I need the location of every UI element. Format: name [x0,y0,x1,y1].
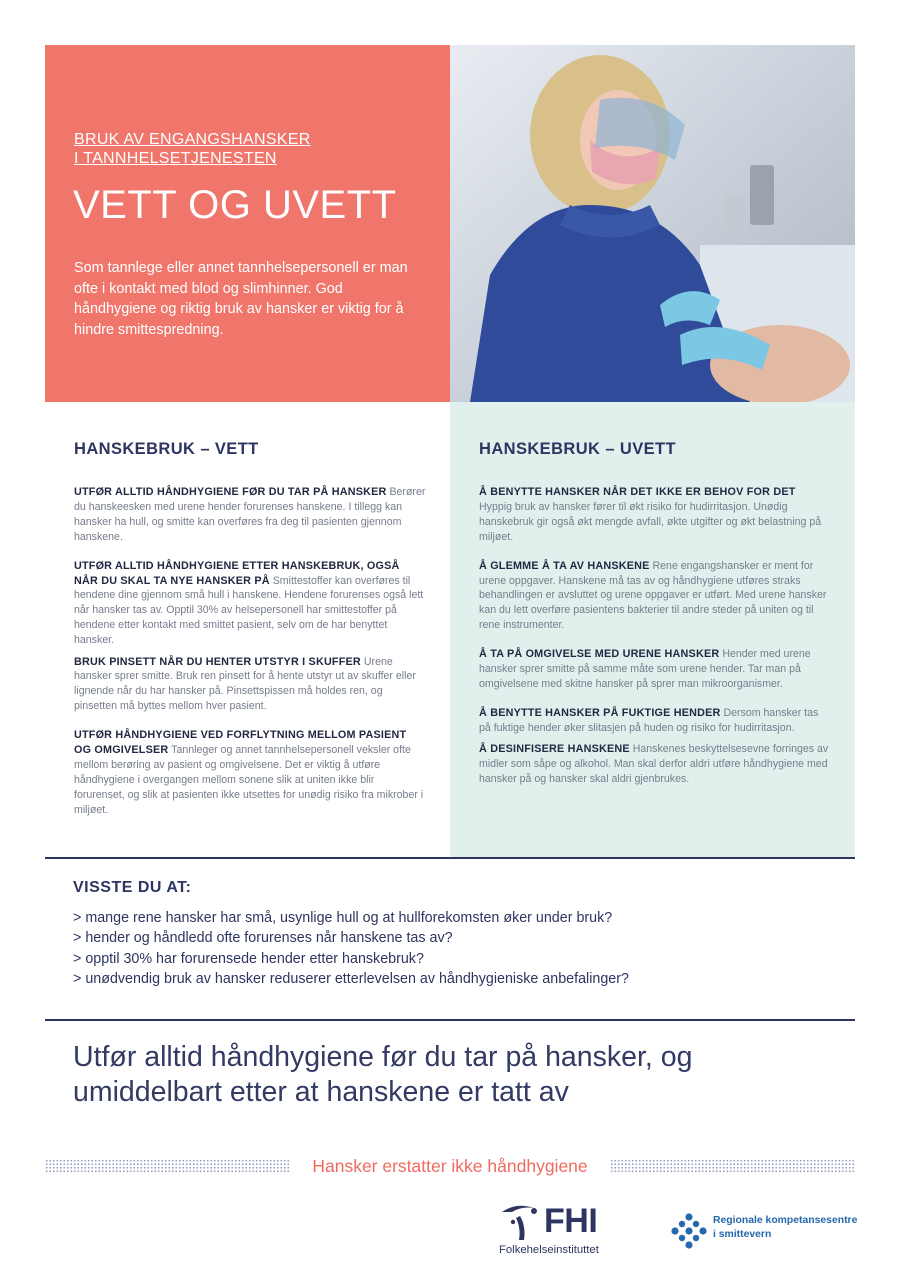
vett-item-text: Berører du hanskeesken med urene hender forurenses hanskene. I tillegg kan hansker ha hull, og smitte kan overføres fra deg til pasienten gjennom hanskene. [74,486,426,543]
fhi-emblem-icon [498,1202,544,1242]
uvett-item [479,559,831,634]
dentist-illustration [450,45,855,402]
subtitle-line-2: I TANNHELSETJENESTEN [74,150,277,167]
vett-item [74,559,426,648]
rks-dots-icon [670,1212,708,1250]
vett-item [74,728,426,817]
fact-item: > unødvendig bruk av hansker reduserer etterlevelsen av håndhygieniske anbefalinger? [73,971,629,988]
banner-text: Hansker erstatter ikke håndhygiene [312,1156,588,1176]
fhi-logo [498,1200,623,1262]
vett-item-title: UTFØR ALLTID HÅNDHYGIENE ETTER HANSKEBRUK, OGSÅ NÅR DU SKAL TA NYE HANSKER PÅ [74,559,400,587]
uvett-item-text: Hender med urene hansker sprer smitte på samme måte som urene hender. Tar man på omgivelsene med skitne hansker på sprer man mikroorganismer. [479,648,811,690]
uvett-item [479,485,831,545]
vett-item-title: UTFØR HÅNDHYGIENE VED FORFLYTNING MELLOM PASIENT OG OMGIVELSER [74,729,407,757]
facts-heading: VISSTE DU AT: [73,879,192,896]
dentist-photo [450,45,855,402]
vett-item-title: UTFØR ALLTID HÅNDHYGIENE FØR DU TAR PÅ HANSKER [74,486,387,498]
rks-name [713,1214,857,1241]
banner [45,1156,855,1176]
fhi-wordmark: FHI [544,1202,598,1240]
vett-item-title: BRUK PINSETT NÅR DU HENTER UTSTYR I SKUFFER [74,655,361,668]
fact-item: > mange rene hansker har små, usynlige hull og at hullforekomsten øker under bruk? [73,910,613,926]
facts-list [73,908,629,990]
page-title: VETT OG UVETT [73,183,397,227]
fact-item: > opptil 30% har forurensede hender etter hanskebruk? [73,950,424,967]
subtitle [74,130,311,168]
uvett-item-text: Hyppig bruk av hansker fører til økt risiko for hudirritasjon. Unødig hanskebruk gir også økt mengde avfall, økte utgifter og økt belastning på miljøet. [479,500,822,543]
hero-panel [45,45,450,402]
rks-name-line-1: Regionale kompetansesentre [713,1215,858,1226]
uvett-item [479,647,831,692]
vett-heading: HANSKEBRUK – VETT [74,440,259,458]
vett-item [74,655,426,715]
vett-item [74,485,426,545]
uvett-item-title: Å GLEMME Å TA AV HANSKENE [479,559,650,572]
uvett-column [450,402,855,858]
uvett-heading: HANSKEBRUK – UVETT [479,440,676,458]
vett-column [45,402,450,858]
uvett-item-text: Hanskenes beskyttelsesevne forringes av midler som såpe og alkohol. Man skal derfor aldri utføre håndhygiene med hansker på og hansker skal aldri gjenbrukes. [479,743,829,785]
divider-bottom [45,1019,855,1021]
uvett-item-title: Å DESINFISERE HANSKENE [479,743,630,756]
key-statement: Utfør alltid håndhygiene før du tar på hansker, og umiddelbart etter at hanskene er tatt av [73,1041,693,1108]
uvett-item-text: Dersom hansker tas på fuktige hender øker slitasjen på huden og risiko for hudirritasjon. [479,706,819,734]
facts-section [73,879,629,990]
rks-name-line-2: i smittevern [713,1228,772,1240]
uvett-item-title: Å TA PÅ OMGIVELSE MED URENE HANSKER [479,648,720,661]
divider-top [45,857,855,859]
uvett-item [479,706,831,736]
uvett-item-title: Å BENYTTE HANSKER NÅR DET IKKE ER BEHOV FOR DET [479,486,796,498]
uvett-list [479,485,831,793]
vett-list [74,485,426,824]
uvett-item-text: Rene engangshansker er ment for urene oppgaver. Hanskene må tas av og håndhygiene utføres straks behandlingen er avsluttet og urene oppgaver er utført. Med urene hansker kan du lett overføre pasientens bakterier til andre steder på uniten og til rene instrumenter. [479,559,827,632]
uvett-item [479,742,831,787]
uvett-item-title: Å BENYTTE HANSKER PÅ FUKTIGE HENDER [479,706,721,719]
subtitle-line-1: BRUK AV ENGANGSHANSKER [74,131,311,148]
vett-item-text: Tannleger og annet tannhelsepersonell veksler ofte mellom berøring av pasient og omgivelsene. Det er viktig å utføre håndhygiene i overgangen mellom sonene slik at uniten ikke blir forurenset, og slik at pasienten ikke utsettes for unødig risiko fra mikrober i miljøet. [74,744,424,816]
intro-text: Som tannlege eller annet tannhelsepersonell er man ofte i kontakt med blod og slimhinner. God håndhygiene og riktig bruk av hansker er viktig for å hindre smittespredning. [74,260,408,338]
fact-item: > hender og håndledd ofte forurenses når hanskene tas av? [73,930,453,947]
fhi-full-name: Folkehelseinstituttet [499,1244,599,1256]
vett-item-text: Smittestoffer kan overføres til hendene dine gjennom små hull i hanskene. Hendene forurenses også lett når hansker tas av. Opptil 30% av helsepersonell har smittestoffer på hendene etter kontakt med smittet pasient, selv om de har benyttet hansker. [74,574,424,647]
rks-logo [670,1212,860,1252]
vett-item-text: Urene hansker sprer smitte. Bruk ren pinsett for å hente utstyr ut av skuffer eller lignende når du har hansker på. Pinsettspissen må holdes ren, og pinsetten må byttes mellom hver pasient. [74,655,416,713]
